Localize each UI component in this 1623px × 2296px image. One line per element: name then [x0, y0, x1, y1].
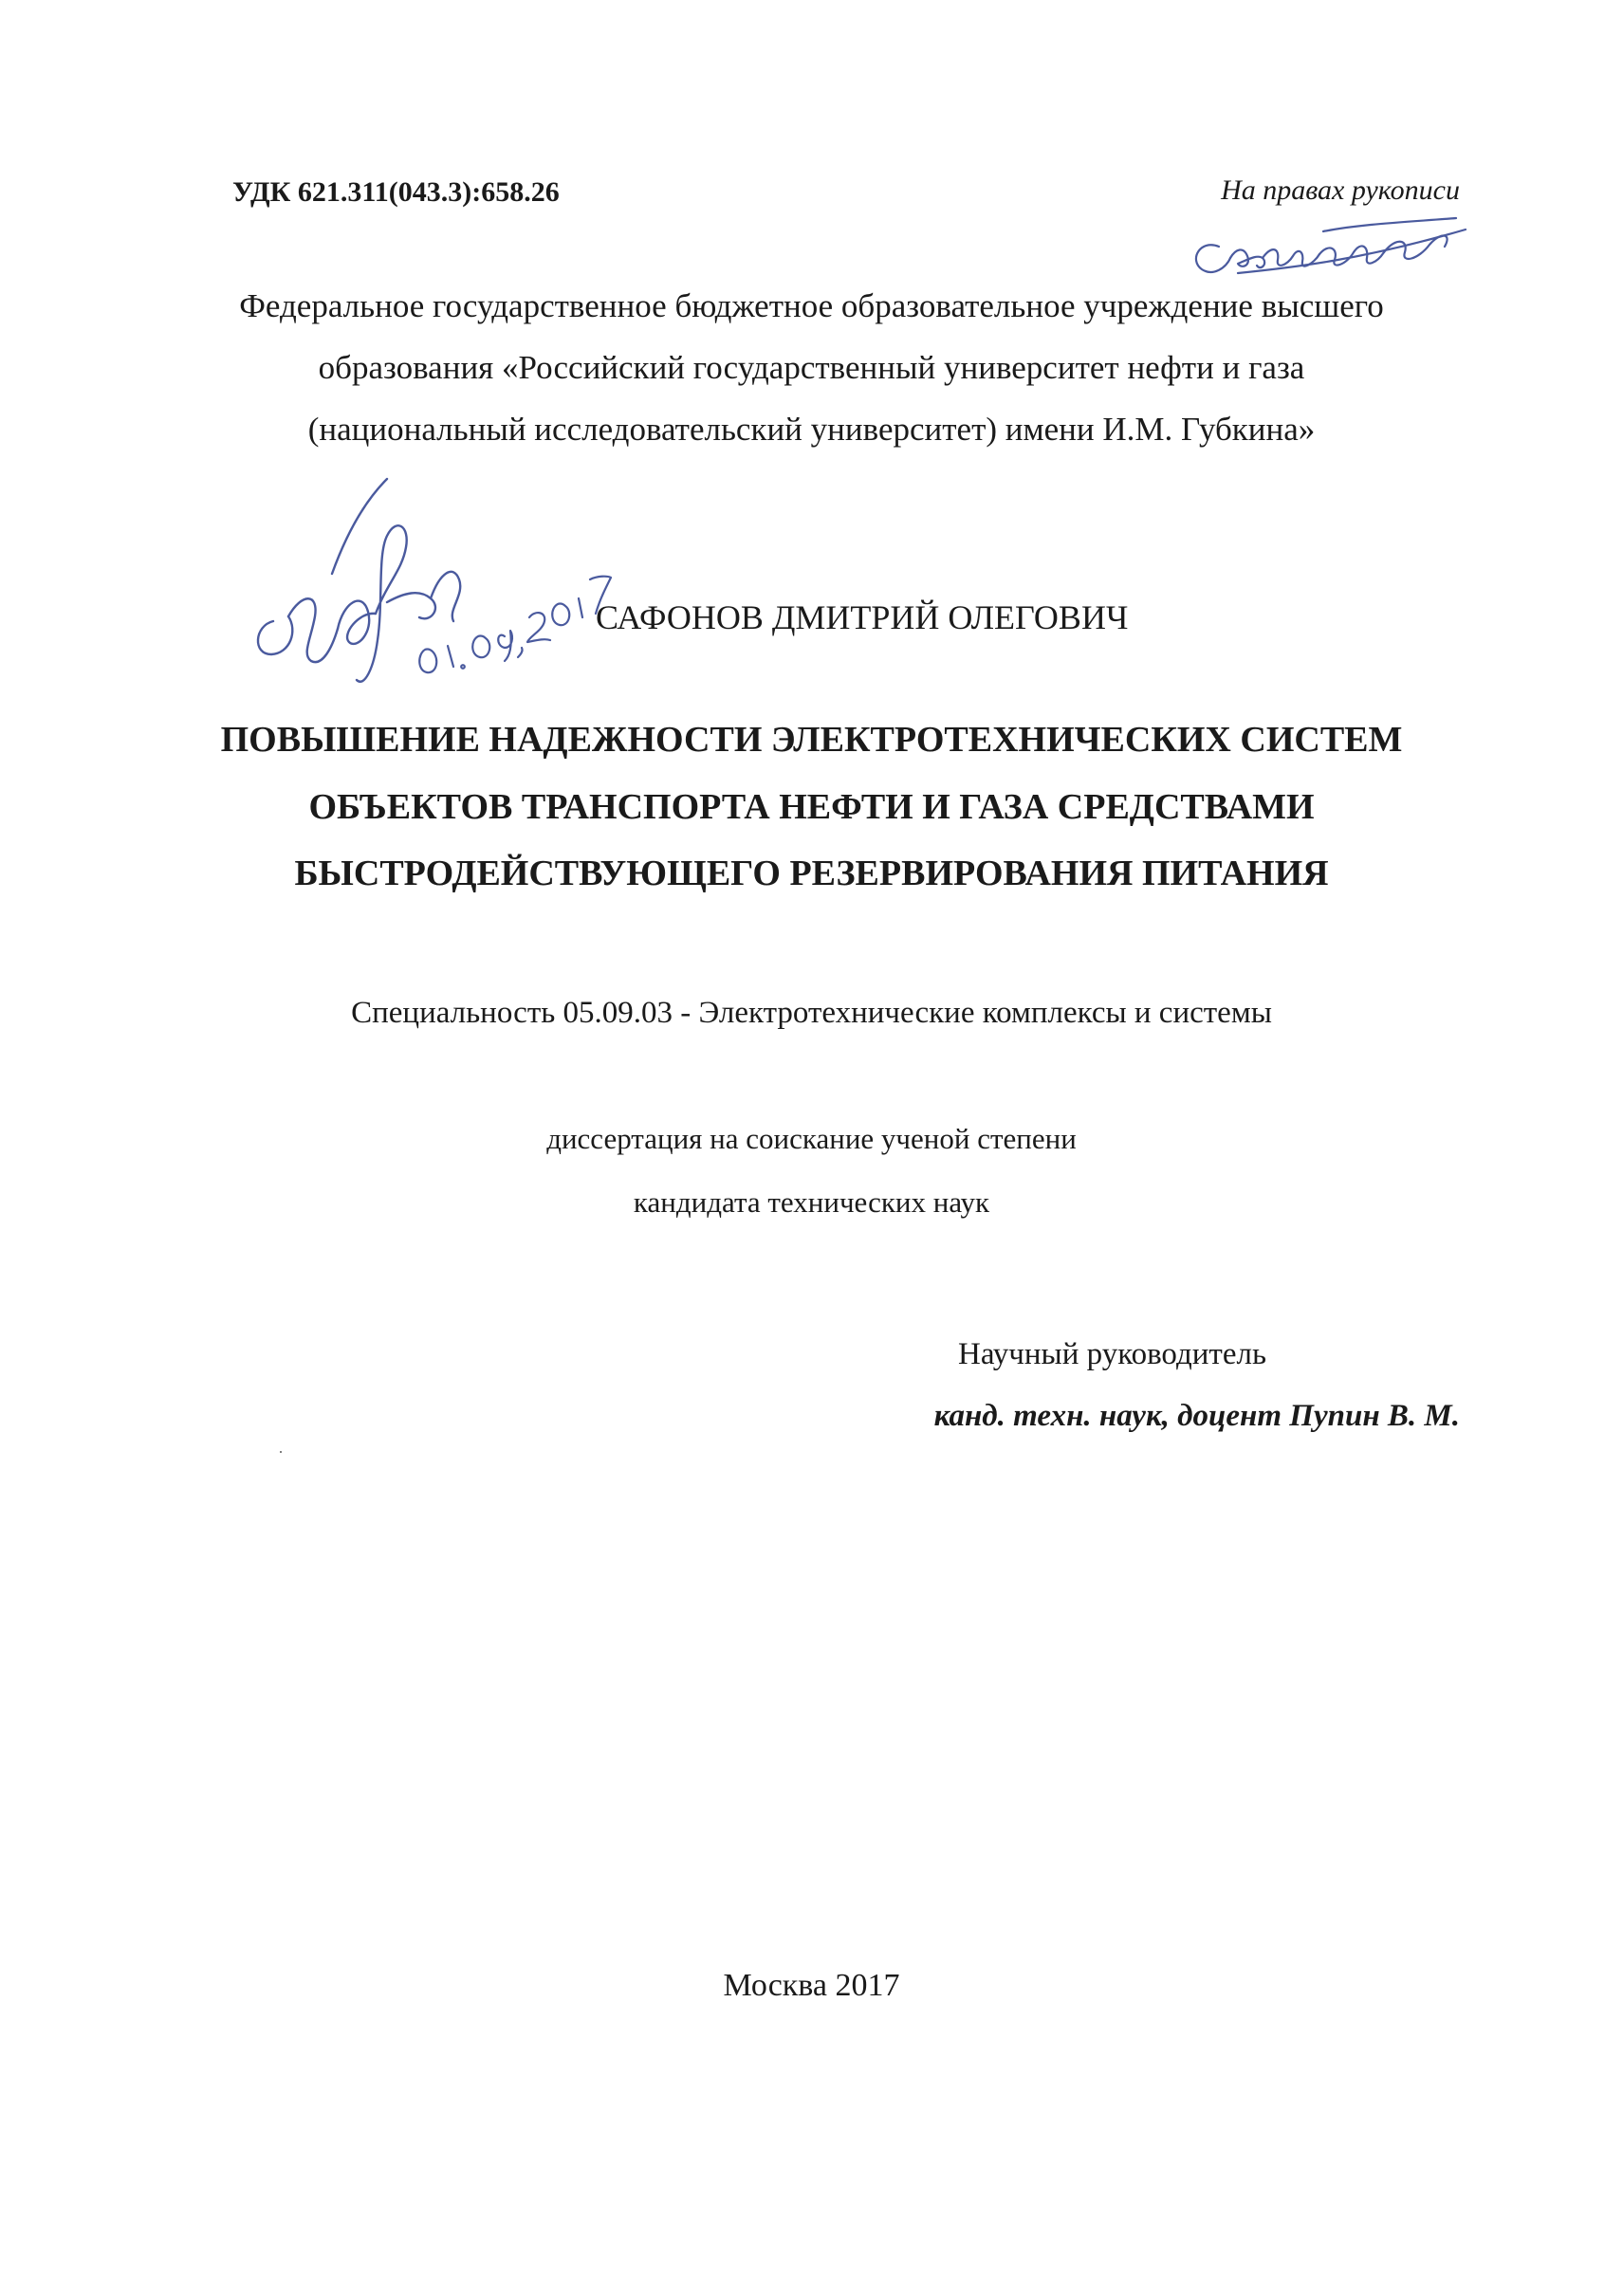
organization-line-3: (национальный исследовательский университет) имени И.М. Губкина» — [307, 411, 1316, 448]
udk-code: УДК 621.311(043.3):658.26 — [232, 176, 560, 208]
author-name: САФОНОВ ДМИТРИЙ ОЛЕГОВИЧ — [596, 598, 1129, 636]
specialty-line: Специальность 05.09.03 - Электротехнические комплексы и системы — [351, 996, 1272, 1030]
degree-line-2: кандидата технических наук — [633, 1185, 990, 1219]
manuscript-rights-note: На правах рукописи — [1221, 174, 1460, 206]
scan-speck — [280, 1451, 282, 1453]
city-year: Москва 2017 — [723, 1968, 900, 2003]
dissertation-title-line-2: ОБЪЕКТОВ ТРАНСПОРТА НЕФТИ И ГАЗА СРЕДСТВАМИ — [308, 787, 1315, 827]
organization-line-1: Федеральное государственное бюджетное образовательное учреждение высшего — [239, 287, 1384, 324]
dissertation-title-line-3: БЫСТРОДЕЙСТВУЮЩЕГО РЕЗЕРВИРОВАНИЯ ПИТАНИЯ — [294, 854, 1329, 893]
dissertation-title-line-1: ПОВЫШЕНИЕ НАДЕЖНОСТИ ЭЛЕКТРОТЕХНИЧЕСКИХ СИСТЕМ — [220, 720, 1403, 760]
advisor-label: Научный руководитель — [958, 1337, 1267, 1371]
handwritten-signature-and-date — [245, 460, 643, 716]
organization-line-2: образования «Российский государственный университет нефти и газа — [318, 349, 1305, 386]
author-signature-top — [1181, 211, 1485, 286]
degree-line-1: диссертация на соискание ученой степени — [546, 1122, 1077, 1155]
advisor-name: канд. техн. наук, доцент Пупин В. М. — [933, 1399, 1460, 1433]
